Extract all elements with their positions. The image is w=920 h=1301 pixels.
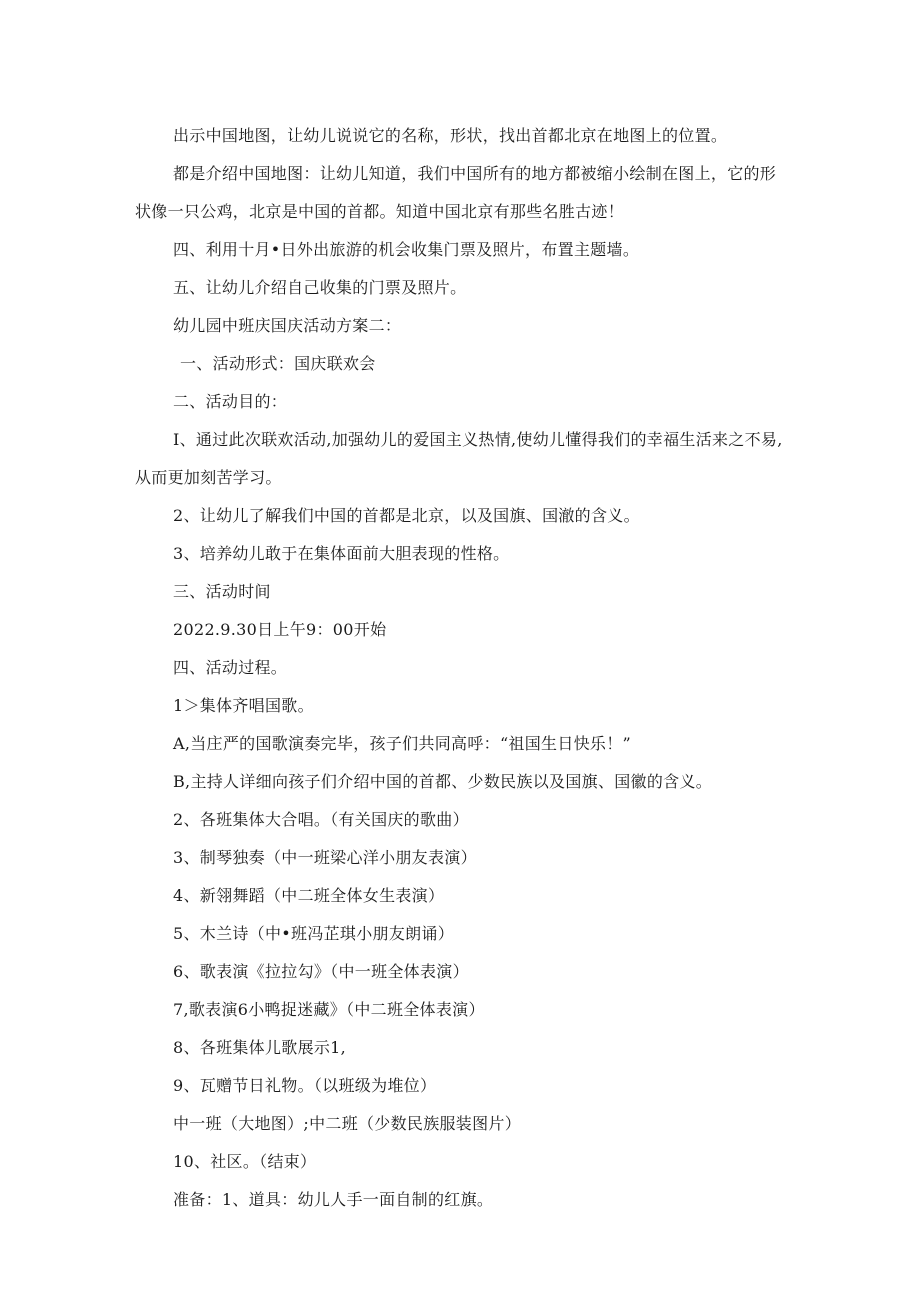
process-item-9: 9、瓦赠节日礼物。（以班级为堆位）: [173, 1076, 437, 1095]
heading-activity-form: 一、活动形式：国庆联欢会: [180, 354, 376, 373]
heading-activity-goals: 二、活动目的：: [173, 392, 288, 411]
process-item-6: 6、歌表演《拉拉勾》（中一班全体表演）: [173, 962, 469, 981]
preparation-item: 准备：1、道具：幼儿人手一面自制的红旗。: [173, 1190, 494, 1209]
section-title-plan-two: 幼儿园中班庆国庆活动方案二：: [173, 316, 402, 335]
document-body: [135, 117, 785, 1219]
paragraph-step-four: 四、利用十月•日外出旅游的机会收集门票及照片，布置主题墙。: [173, 240, 640, 259]
heading-activity-process: 四、活动过程。: [173, 658, 288, 677]
process-item-1b: B,主持人详细向孩子们介绍中国的首都、少数民族以及国旗、国徽的含义。: [173, 772, 713, 791]
paragraph-step-five: 五、让幼儿介绍自己收集的门票及照片。: [173, 278, 467, 297]
goal-item-2: 2、让幼儿了解我们中国的首都是北京，以及国旗、国澈的含义。: [173, 506, 640, 525]
process-item-10: 10、社区。（结束）: [173, 1152, 317, 1171]
gift-details: 中一班（大地图）;中二班（少数民族服装图片）: [173, 1114, 521, 1133]
process-item-2: 2、各班集体大合唱。（有关国庆的歌曲）: [173, 810, 469, 829]
process-item-3: 3、制琴独奏（中一班梁心洋小朋友表演）: [173, 848, 477, 867]
process-item-1a: A,当庄严的国歌演奏完毕，孩子们共同高呼：“祖国生日快乐！”: [173, 734, 632, 753]
goal-item-1: I、通过此次联欢活动,加强幼儿的爱国主义热情,使幼儿懂得我们的幸福生活来之不易,从而更加刻苦学习。: [135, 430, 783, 487]
process-item-5: 5、木兰诗（中•班冯芷琪小朋友朗诵）: [173, 924, 455, 943]
paragraph-map-intro: 都是介绍中国地图：让幼儿知道，我们中国所有的地方都被缩小绘制在图上，它的形状像一只公鸡，北京是中国的首都。知道中国北京有那些名胜古迹！: [135, 164, 777, 221]
activity-time-value: 2022.9.30日上午9：00开始: [173, 620, 387, 639]
process-item-8: 8、各班集体儿歌展示1,: [173, 1038, 347, 1057]
heading-activity-time: 三、活动时间: [173, 582, 271, 601]
process-item-4: 4、新翎舞蹈（中二班全体女生表演）: [173, 886, 445, 905]
process-item-1: 1＞集体齐唱国歌。: [173, 696, 314, 715]
goal-item-3: 3、培养幼儿敢于在集体面前大胆表现的性格。: [173, 544, 510, 563]
paragraph-show-map: 出示中国地图，让幼儿说说它的名称，形状，找出首都北京在地图上的位置。: [173, 126, 728, 145]
process-item-7: 7,歌表演6小鸭捉迷藏》（中二班全体表演）: [173, 1000, 485, 1019]
